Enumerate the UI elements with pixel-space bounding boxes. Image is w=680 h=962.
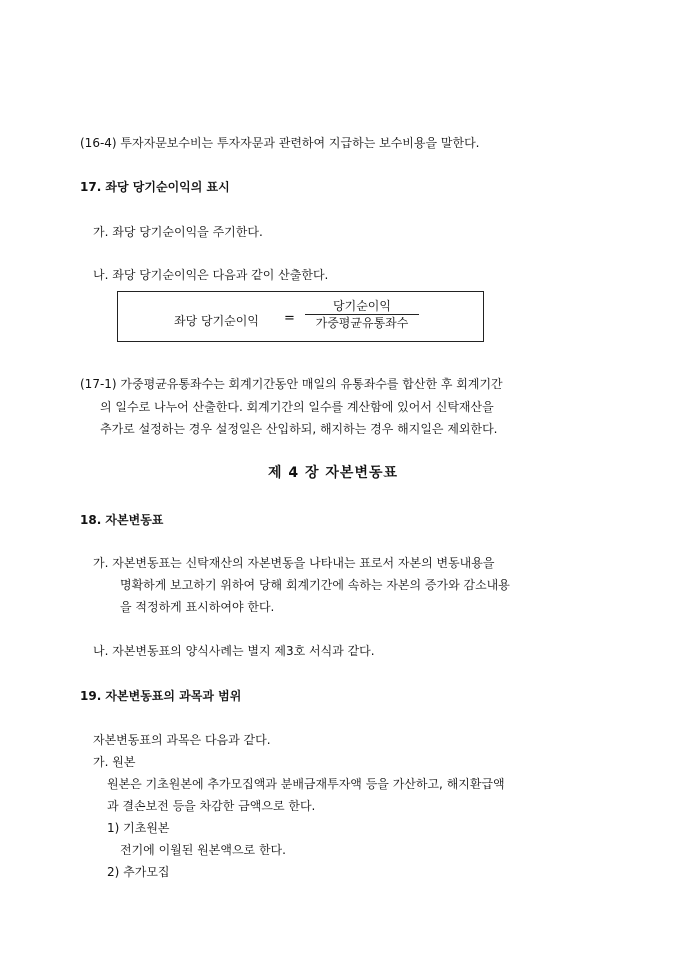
- subitem-2: 2) 추가모집: [107, 865, 170, 879]
- formula-equals: =: [284, 311, 295, 326]
- paragraph-17-1-line2: 의 일수로 나누어 산출한다. 회계기간의 일수를 계산함에 있어서 신탁재산을: [100, 400, 494, 414]
- formula-box: [117, 291, 484, 342]
- section-heading-18: 18. 자본변동표: [80, 513, 164, 527]
- formula-lhs: 좌당 당기순이익: [174, 314, 259, 328]
- fraction-bar: [305, 314, 419, 315]
- paragraph-19-intro: 자본변동표의 과목은 다음과 같다.: [93, 733, 271, 747]
- item-19-ga: 가. 원본: [93, 755, 136, 769]
- item-19-ga-desc-line1: 원본은 기초원본에 추가모집액과 분배금재투자액 등을 가산하고, 해지환급액: [107, 777, 505, 791]
- item-18-ga-line2: 명확하게 보고하기 위하여 당해 회계기간에 속하는 자본의 증가와 감소내용: [120, 578, 510, 592]
- item-19-ga-desc-line2: 과 결손보전 등을 차감한 금액으로 한다.: [107, 799, 316, 813]
- item-18-ga-line1: 가. 자본변동표는 신탁재산의 자본변동을 나타내는 표로서 자본의 변동내용을: [93, 556, 495, 570]
- section-heading-17: 17. 좌당 당기순이익의 표시: [80, 180, 230, 194]
- item-18-ga-line3: 을 적정하게 표시하여야 한다.: [120, 600, 275, 614]
- section-heading-19: 19. 자본변동표의 과목과 범위: [80, 689, 242, 703]
- paragraph-16-4: (16-4) 투자자문보수비는 투자자문과 관련하여 지급하는 보수비용을 말한다.: [80, 136, 480, 150]
- item-17-na: 나. 좌당 당기순이익은 다음과 같이 산출한다.: [93, 268, 329, 282]
- item-18-na: 나. 자본변동표의 양식사례는 별지 제3호 서식과 같다.: [93, 644, 375, 658]
- item-17-ga: 가. 좌당 당기순이익을 주기한다.: [93, 225, 263, 239]
- paragraph-17-1-line3: 추가로 설정하는 경우 설정일은 산입하되, 해지하는 경우 해지일은 제외한다.: [100, 422, 498, 436]
- formula-denominator: 가중평균유통좌수: [315, 316, 409, 330]
- paragraph-17-1-line1: (17-1) 가중평균유통좌수는 회계기간동안 매일의 유통좌수를 합산한 후 회계기간: [80, 377, 503, 391]
- formula-fraction: [305, 299, 419, 330]
- formula-numerator: 당기순이익: [333, 299, 391, 313]
- subitem-1: 1) 기초원본: [107, 821, 170, 835]
- chapter-title: 제 4 장 자본변동표: [268, 465, 399, 481]
- subitem-1-desc: 전기에 이월된 원본액으로 한다.: [120, 843, 286, 857]
